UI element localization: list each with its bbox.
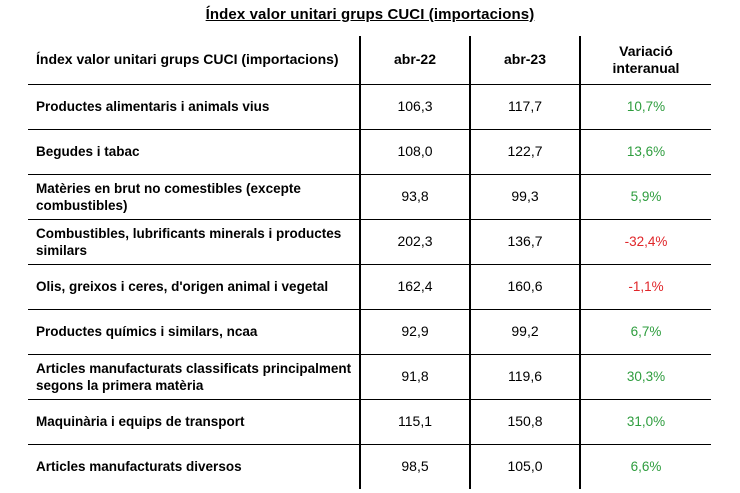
- cell-category: Combustibles, lubrificants minerals i productes similars: [28, 219, 360, 264]
- column-header-abr-23: abr-23: [470, 36, 580, 84]
- cell-variation: 5,9%: [580, 174, 711, 219]
- table-title: Índex valor unitari grups CUCI (importacions): [205, 6, 535, 23]
- table-row: [28, 354, 711, 399]
- cell-abr-22: 162,4: [360, 264, 470, 309]
- header-row: [28, 36, 711, 84]
- cell-variation: 31,0%: [580, 399, 711, 444]
- cell-abr-22: 91,8: [360, 354, 470, 399]
- cell-category: Maquinària i equips de transport: [28, 399, 360, 444]
- cell-category: Articles manufacturats classificats principalment segons la primera matèria: [28, 354, 360, 399]
- cell-abr-23: 99,2: [470, 309, 580, 354]
- cell-abr-23: 122,7: [470, 129, 580, 174]
- table-row: [28, 399, 711, 444]
- cell-abr-23: 117,7: [470, 84, 580, 129]
- table-row: [28, 84, 711, 129]
- index-table: [28, 36, 711, 489]
- cell-category: Matèries en brut no comestibles (excepte combustibles): [28, 174, 360, 219]
- cell-abr-22: 108,0: [360, 129, 470, 174]
- table-row: [28, 264, 711, 309]
- cell-abr-22: 115,1: [360, 399, 470, 444]
- cell-category: Productes alimentaris i animals vius: [28, 84, 360, 129]
- cell-abr-22: 98,5: [360, 444, 470, 489]
- cell-variation: 30,3%: [580, 354, 711, 399]
- cell-variation: 13,6%: [580, 129, 711, 174]
- cell-abr-23: 119,6: [470, 354, 580, 399]
- table-row: [28, 309, 711, 354]
- column-header-variation: Variació interanual: [580, 36, 711, 84]
- cell-category: Productes químics i similars, ncaa: [28, 309, 360, 354]
- cell-category: Begudes i tabac: [28, 129, 360, 174]
- cell-abr-23: 99,3: [470, 174, 580, 219]
- table-row: [28, 129, 711, 174]
- cell-abr-23: 150,8: [470, 399, 580, 444]
- column-header-abr-22: abr-22: [360, 36, 470, 84]
- cell-abr-22: 93,8: [360, 174, 470, 219]
- cell-abr-22: 106,3: [360, 84, 470, 129]
- cell-abr-23: 160,6: [470, 264, 580, 309]
- cell-variation: 10,7%: [580, 84, 711, 129]
- cell-abr-22: 92,9: [360, 309, 470, 354]
- column-header-category: Índex valor unitari grups CUCI (importacions): [28, 36, 360, 84]
- table-row: [28, 444, 711, 489]
- cell-abr-22: 202,3: [360, 219, 470, 264]
- cell-variation: 6,6%: [580, 444, 711, 489]
- cell-abr-23: 105,0: [470, 444, 580, 489]
- cell-category: Olis, greixos i ceres, d'origen animal i vegetal: [28, 264, 360, 309]
- cell-abr-23: 136,7: [470, 219, 580, 264]
- cell-variation: -32,4%: [580, 219, 711, 264]
- cell-category: Articles manufacturats diversos: [36, 459, 242, 475]
- table-row: [28, 174, 711, 219]
- cell-variation: 6,7%: [580, 309, 711, 354]
- cell-variation: -1,1%: [580, 264, 711, 309]
- table-row: [28, 219, 711, 264]
